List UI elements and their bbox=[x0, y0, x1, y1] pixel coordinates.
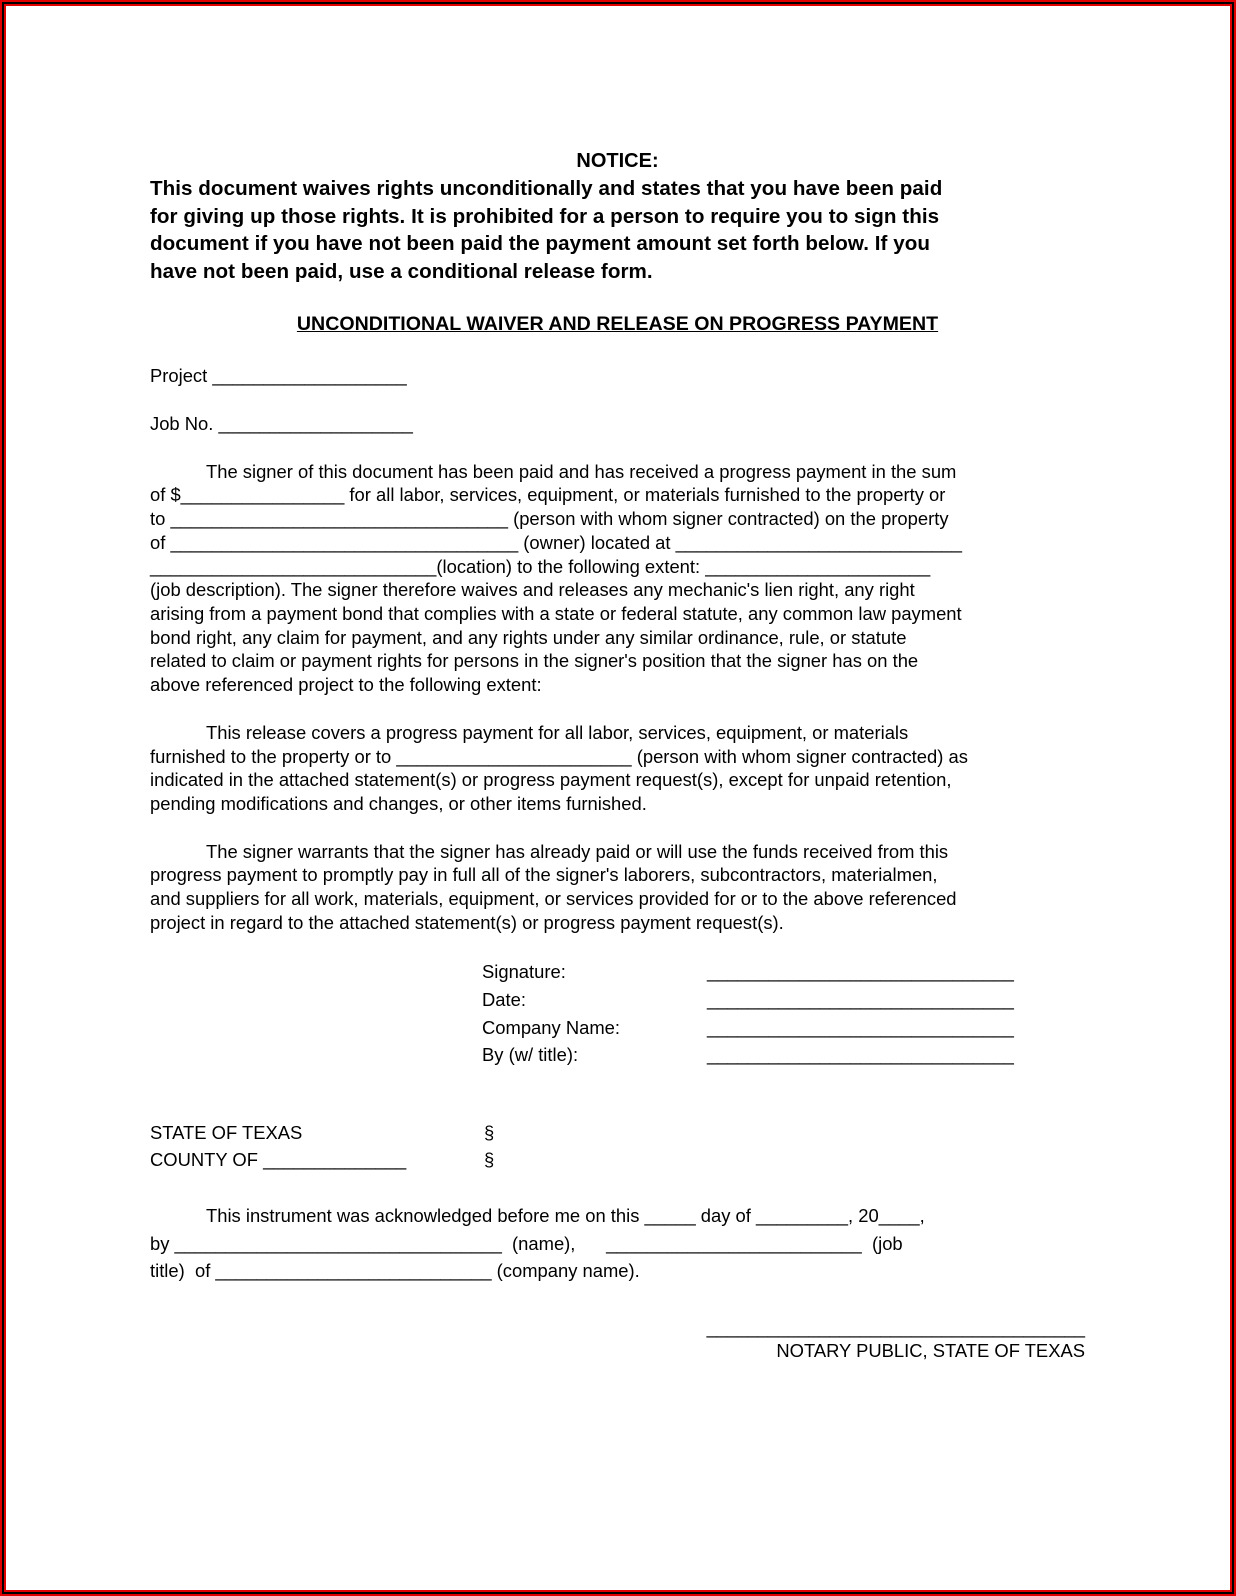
payment-paragraph bbox=[150, 460, 1085, 697]
date-blank[interactable]: ______________________________ bbox=[707, 989, 1014, 1011]
notary-block bbox=[150, 1317, 1085, 1363]
notice-title: NOTICE: bbox=[576, 150, 659, 172]
notice-line: for giving up those rights. It is prohibited for a person to require you to sign this bbox=[150, 204, 940, 228]
paragraph-line: The signer of this document has been paid and has received a progress payment in the sum bbox=[206, 460, 957, 482]
paragraph-line: ____________________________(location) to the following extent: ______________________ bbox=[150, 555, 931, 577]
form-title: UNCONDITIONAL WAIVER AND RELEASE ON PROGRESS PAYMENT bbox=[296, 313, 939, 336]
company-name-blank[interactable]: ______________________________ bbox=[707, 1016, 1014, 1038]
signature-blank[interactable]: ______________________________ bbox=[707, 961, 1014, 983]
acknowledgment-paragraph bbox=[150, 1202, 1085, 1285]
paragraph-line: arising from a payment bond that complies with a state or federal statute, any common law payment bbox=[150, 603, 962, 624]
paragraph-line: related to claim or payment rights for persons in the signer's position that the signer has on the bbox=[150, 650, 919, 672]
state-row bbox=[150, 1119, 1085, 1147]
county-row bbox=[150, 1146, 1085, 1174]
section-symbol: § bbox=[484, 1121, 495, 1143]
document-page bbox=[150, 148, 1085, 1362]
paragraph-line: project in regard to the attached statement(s) or progress payment request(s). bbox=[150, 911, 784, 933]
by-title-label: By (w/ title): bbox=[482, 1044, 579, 1066]
date-row bbox=[482, 986, 1042, 1014]
signature-row bbox=[482, 958, 1042, 986]
paragraph-line: to _________________________________ (person with whom signer contracted) on the property bbox=[150, 508, 949, 530]
company-name-row bbox=[482, 1014, 1042, 1042]
notice-line: document if you have not been paid the payment amount set forth below. If you bbox=[150, 232, 930, 256]
notice-line: have not been paid, use a conditional release form. bbox=[150, 259, 653, 283]
paragraph-line: (job description). The signer therefore waives and releases any mechanic's lien right, any right bbox=[150, 579, 915, 601]
job-number-label: Job No. bbox=[150, 413, 214, 435]
acknowledgment-line: This instrument was acknowledged before me on this _____ day of _________, 20____, bbox=[206, 1205, 925, 1226]
by-title-blank[interactable]: ______________________________ bbox=[707, 1044, 1014, 1066]
job-number-field bbox=[150, 412, 1085, 436]
signature-block bbox=[482, 958, 1042, 1068]
project-field bbox=[150, 364, 1085, 388]
paragraph-line: furnished to the property or to _______________________ (person with whom signer contracted) as bbox=[150, 745, 968, 767]
release-coverage-paragraph bbox=[150, 721, 1085, 816]
paragraph-line: of __________________________________ (owner) located at ____________________________ bbox=[150, 531, 962, 553]
acknowledgment-line: title) of ___________________________ (company name). bbox=[150, 1260, 640, 1282]
project-blank[interactable]: ___________________ bbox=[212, 365, 407, 387]
notice-line: This document waives rights unconditionally and states that you have been paid bbox=[150, 177, 943, 200]
paragraph-line: above referenced project to the following extent: bbox=[150, 674, 542, 696]
warranty-paragraph bbox=[150, 840, 1085, 935]
section-symbol: § bbox=[484, 1149, 495, 1171]
county-label[interactable]: COUNTY OF ______________ bbox=[150, 1149, 407, 1171]
paragraph-line: pending modifications and changes, or other items furnished. bbox=[150, 792, 647, 814]
by-title-row bbox=[482, 1041, 1042, 1069]
paragraph-line: and suppliers for all work, materials, equipment, or services provided for or to the above referenced bbox=[150, 888, 957, 910]
paragraph-line: indicated in the attached statement(s) or progress payment request(s), except for unpaid retention, bbox=[150, 769, 952, 791]
company-name-label: Company Name: bbox=[482, 1016, 620, 1038]
venue-block bbox=[150, 1119, 1085, 1174]
project-label: Project bbox=[150, 365, 208, 387]
paragraph-line: of $________________ for all labor, services, equipment, or materials furnished to the property or bbox=[150, 484, 946, 506]
paragraph-line: This release covers a progress payment for all labor, services, equipment, or materials bbox=[206, 721, 909, 743]
state-label: STATE OF TEXAS bbox=[150, 1121, 303, 1143]
notice-body bbox=[150, 175, 1085, 285]
notary-label: NOTARY PUBLIC, STATE OF TEXAS bbox=[776, 1339, 1085, 1361]
acknowledgment-line: by ________________________________ (name), _________________________ (job bbox=[150, 1232, 903, 1254]
date-label: Date: bbox=[482, 989, 526, 1011]
paragraph-line: bond right, any claim for payment, and any rights under any similar ordinance, rule, or statute bbox=[150, 626, 907, 648]
paragraph-line: progress payment to promptly pay in full all of the signer's laborers, subcontractors, materialmen, bbox=[150, 864, 938, 886]
job-number-blank[interactable]: ___________________ bbox=[218, 413, 413, 435]
notary-signature-blank[interactable]: _____________________________________ bbox=[706, 1316, 1085, 1338]
paragraph-line: The signer warrants that the signer has already paid or will use the funds received from this bbox=[206, 840, 949, 862]
signature-label: Signature: bbox=[482, 961, 566, 983]
